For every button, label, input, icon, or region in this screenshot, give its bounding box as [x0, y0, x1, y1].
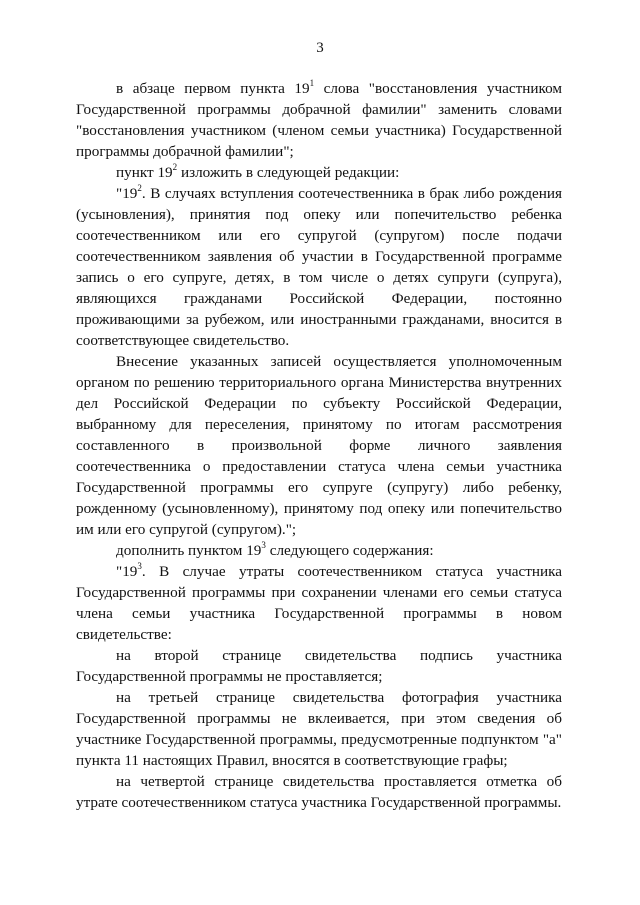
paragraph-text: "19 — [116, 563, 138, 580]
paragraph-text: Внесение указанных записей осуществляется уполномоченным органом по решению территориального органа Министерства внутренних дел Российской Федерации по субъекту Российской Федерации, выбранному для переселения, принятому по итогам рассмотрения составленного в произвольной форме личного заявления соотечественника о предоставлении статуса члена семьи участника Государственной программы его супруге (супругу) либо ребенку, рожденному (усыновленному), принятому под опеку или попечительство им или его супругой (супругом)."; — [76, 353, 562, 538]
document-body — [76, 78, 562, 813]
superscript: 2 — [137, 182, 142, 193]
paragraph-text: . В случаях вступления соотечественника в брак либо рождения (усыновления), принятия под опеку или попечительство ребенка соотечественником или его супругой (супругом) после подачи соотечественником заявления об участии в Государственной программе запись о его супруге, детях, в том числе о детях супруги (супруга), являющихся гражданами Российской Федерации, постоянно проживающими за рубежом, или иностранными гражданами, вносится в соответствующее свидетельство. — [76, 185, 562, 349]
paragraph — [76, 687, 562, 771]
paragraph — [76, 162, 562, 183]
paragraph-text: на второй странице свидетельства подпись участника Государственной программы не проставляется; — [76, 647, 562, 685]
paragraph — [76, 645, 562, 687]
paragraph-text: пункт 19 — [116, 164, 173, 181]
page-number: 3 — [316, 40, 324, 56]
paragraph — [76, 351, 562, 540]
paragraph — [76, 561, 562, 645]
paragraph-text: слова "восстановления участником Государственной программы добрачной фамилии" заменить словами "восстановления участником (членом семьи участника) Государственной программы добрачной фамилии"; — [76, 80, 562, 160]
paragraph-text: "19 — [116, 185, 138, 202]
paragraph-text: изложить в следующей редакции: — [177, 164, 400, 181]
paragraph — [76, 78, 562, 162]
paragraph-text: на четвертой странице свидетельства проставляется отметка об утрате соотечественником статуса участника Государственной программы. — [76, 773, 562, 811]
paragraph — [76, 771, 562, 813]
paragraph-text: на третьей странице свидетельства фотография участника Государственной программы не вклеивается, при этом сведения об участнике Государственной программы, предусмотренные подпунктом "а" пункта 11 настоящих Правил, вносятся в соответствующие графы; — [76, 689, 562, 769]
superscript: 3 — [261, 539, 266, 550]
paragraph — [76, 540, 562, 561]
paragraph-text: . В случае утраты соотечественником статуса участника Государственной программы при сохранении членами его семьи статуса члена семьи участника Государственной программы в новом свидетельстве: — [76, 563, 562, 643]
paragraph — [76, 183, 562, 351]
paragraph-text: в абзаце первом пункта 19 — [116, 80, 310, 97]
paragraph-text: следующего содержания: — [265, 542, 434, 559]
superscript: 1 — [309, 77, 315, 88]
superscript: 3 — [137, 560, 142, 571]
paragraph-text: дополнить пунктом 19 — [116, 542, 262, 559]
superscript: 2 — [172, 161, 178, 172]
